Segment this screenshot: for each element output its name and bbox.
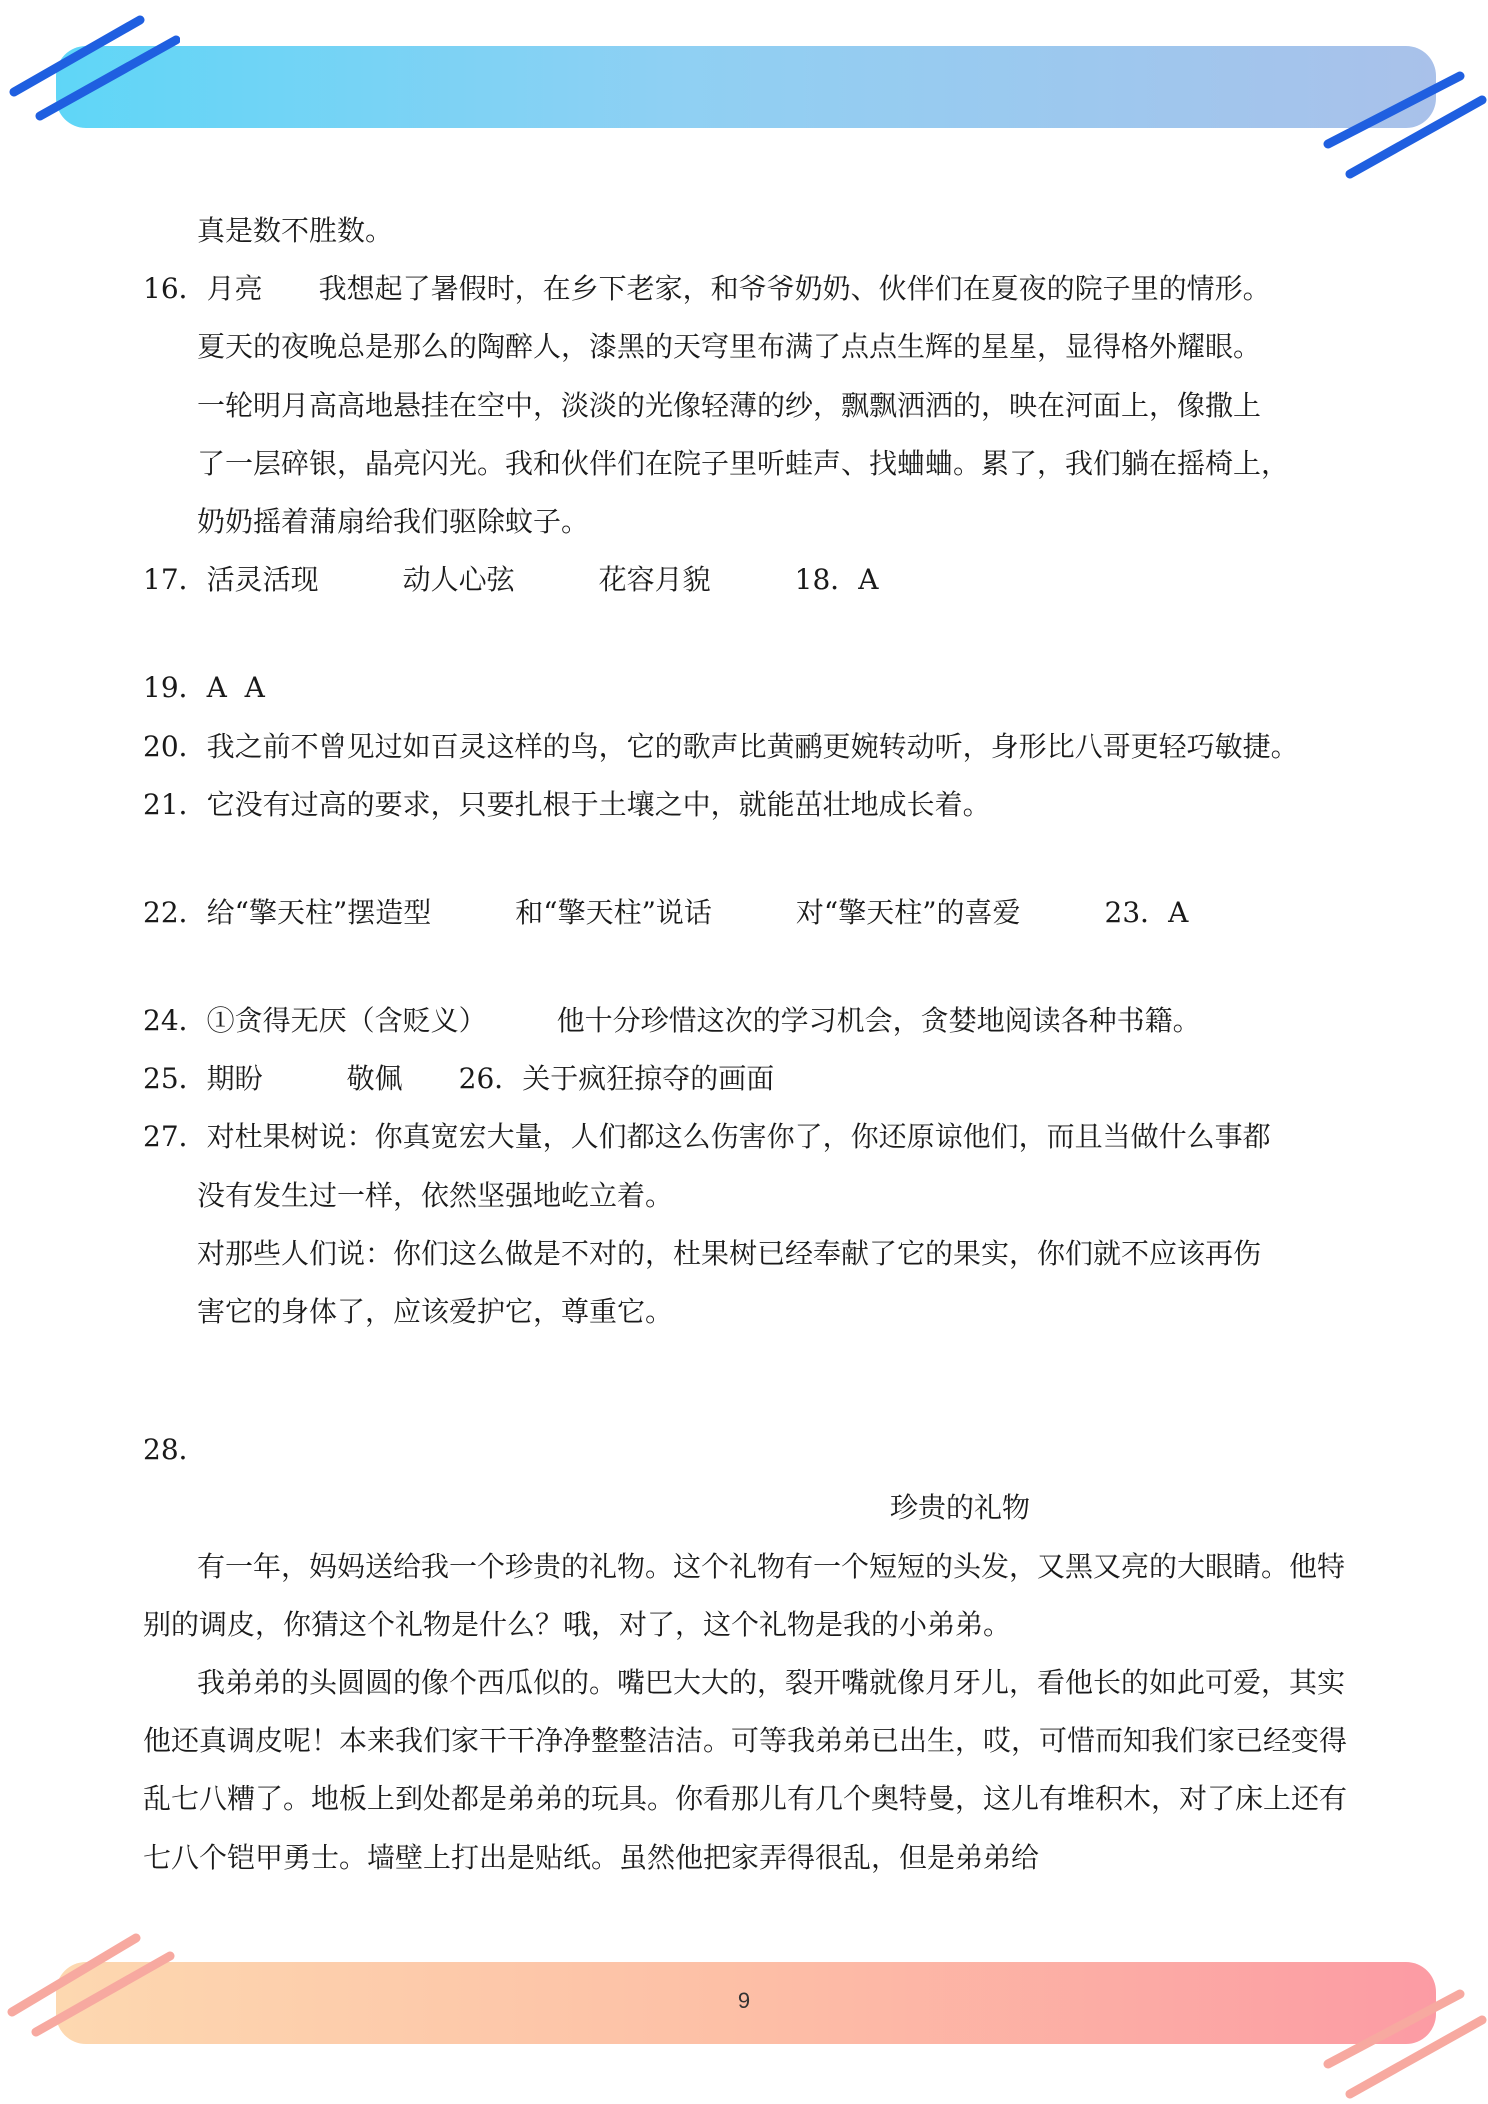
essay-title: 珍贵的礼物: [890, 1491, 1031, 1525]
answer-17-18: 17．活灵活现 动人心弦 花容月貌 18．A: [143, 563, 879, 597]
answer-line: 夏天的夜晚总是那么的陶醉人，漆黑的天穹里布满了点点生辉的星星，显得格外耀眼。: [197, 330, 1262, 364]
answer-20: 20．我之前不曾见过如百灵这样的鸟，它的歌声比黄鹂更婉转动听，身形比八哥更轻巧敏捷。: [143, 729, 1299, 763]
answer-line: 害它的身体了，应该爱护它，尊重它。: [197, 1295, 674, 1328]
answer-line: 了一层碎银，晶亮闪光。我和伙伴们在院子里听蛙声、找蛐蛐。累了，我们躺在摇椅上，: [197, 446, 1290, 480]
answer-28: 28．: [143, 1433, 207, 1467]
answer-16: 16．月亮 我想起了暑假时，在乡下老家，和爷爷奶奶、伙伴们在夏夜的院子里的情形。: [143, 272, 1271, 306]
answer-22-23: 22．给“擎天柱”摆造型 和“擎天柱”说话 对“擎天柱”的喜爱 23．A: [143, 895, 1189, 929]
answer-19: 19．A A: [143, 671, 265, 705]
answer-line: 一轮明月高高地悬挂在空中，淡淡的光像轻薄的纱，飘飘洒洒的，映在河面上，像撒上: [197, 388, 1262, 422]
header-banner: [56, 46, 1436, 128]
answer-21: 21．它没有过高的要求，只要扎根于土壤之中，就能茁壮地成长着。: [143, 787, 991, 821]
answer-line: 奶奶摇着蒲扇给我们驱除蚊子。: [197, 504, 590, 538]
answer-25-26: 25．期盼 敬佩 26．关于疯狂掠夺的画面: [143, 1062, 775, 1096]
answer-27: 27．对杜果树说：你真宽宏大量，人们都这么伤害你了，你还原谅他们，而且当做什么事都: [143, 1120, 1271, 1154]
essay-paragraph: 我弟弟的头圆圆的像个西瓜似的。嘴巴大大的，裂开嘴就像月牙儿，看他长的如此可爱，其实他还真调皮呢！本来我们家干干净净整整洁洁。可等我弟弟已出生，哎，可惜而知我们家已经变得乱七八糟了。地板上到处都是弟弟的玩具。你看那儿有几个奥特曼，这儿有堆积木，对了床上还有七八个铠甲勇士。墙壁上打出是贴纸。虽然他把家弄得很乱，但是弟弟给: [143, 1665, 1348, 1874]
header-stripes-right: [1310, 60, 1488, 190]
answer-line: 真是数不胜数。: [197, 214, 394, 247]
footer-stripes-left: [0, 1920, 180, 2040]
answer-line: 没有发生过一样，依然坚强地屹立着。: [197, 1178, 674, 1212]
essay-paragraph: 有一年，妈妈送给我一个珍贵的礼物。这个礼物有一个短短的头发，又黑又亮的大眼睛。他特别的调皮，你猜这个礼物是什么？哦，对了，这个礼物是我的小弟弟。: [143, 1549, 1346, 1641]
header-stripes-left: [0, 0, 180, 140]
answer-content: [143, 202, 1353, 1887]
page-number: 9: [737, 1988, 751, 2013]
answer-line: 对那些人们说：你们这么做是不对的，杜果树已经奉献了它的果实，你们就不应该再伤: [197, 1236, 1262, 1270]
answer-24: 24．①贪得无厌（含贬义） 他十分珍惜这次的学习机会，贪婪地阅读各种书籍。: [143, 1004, 1201, 1038]
